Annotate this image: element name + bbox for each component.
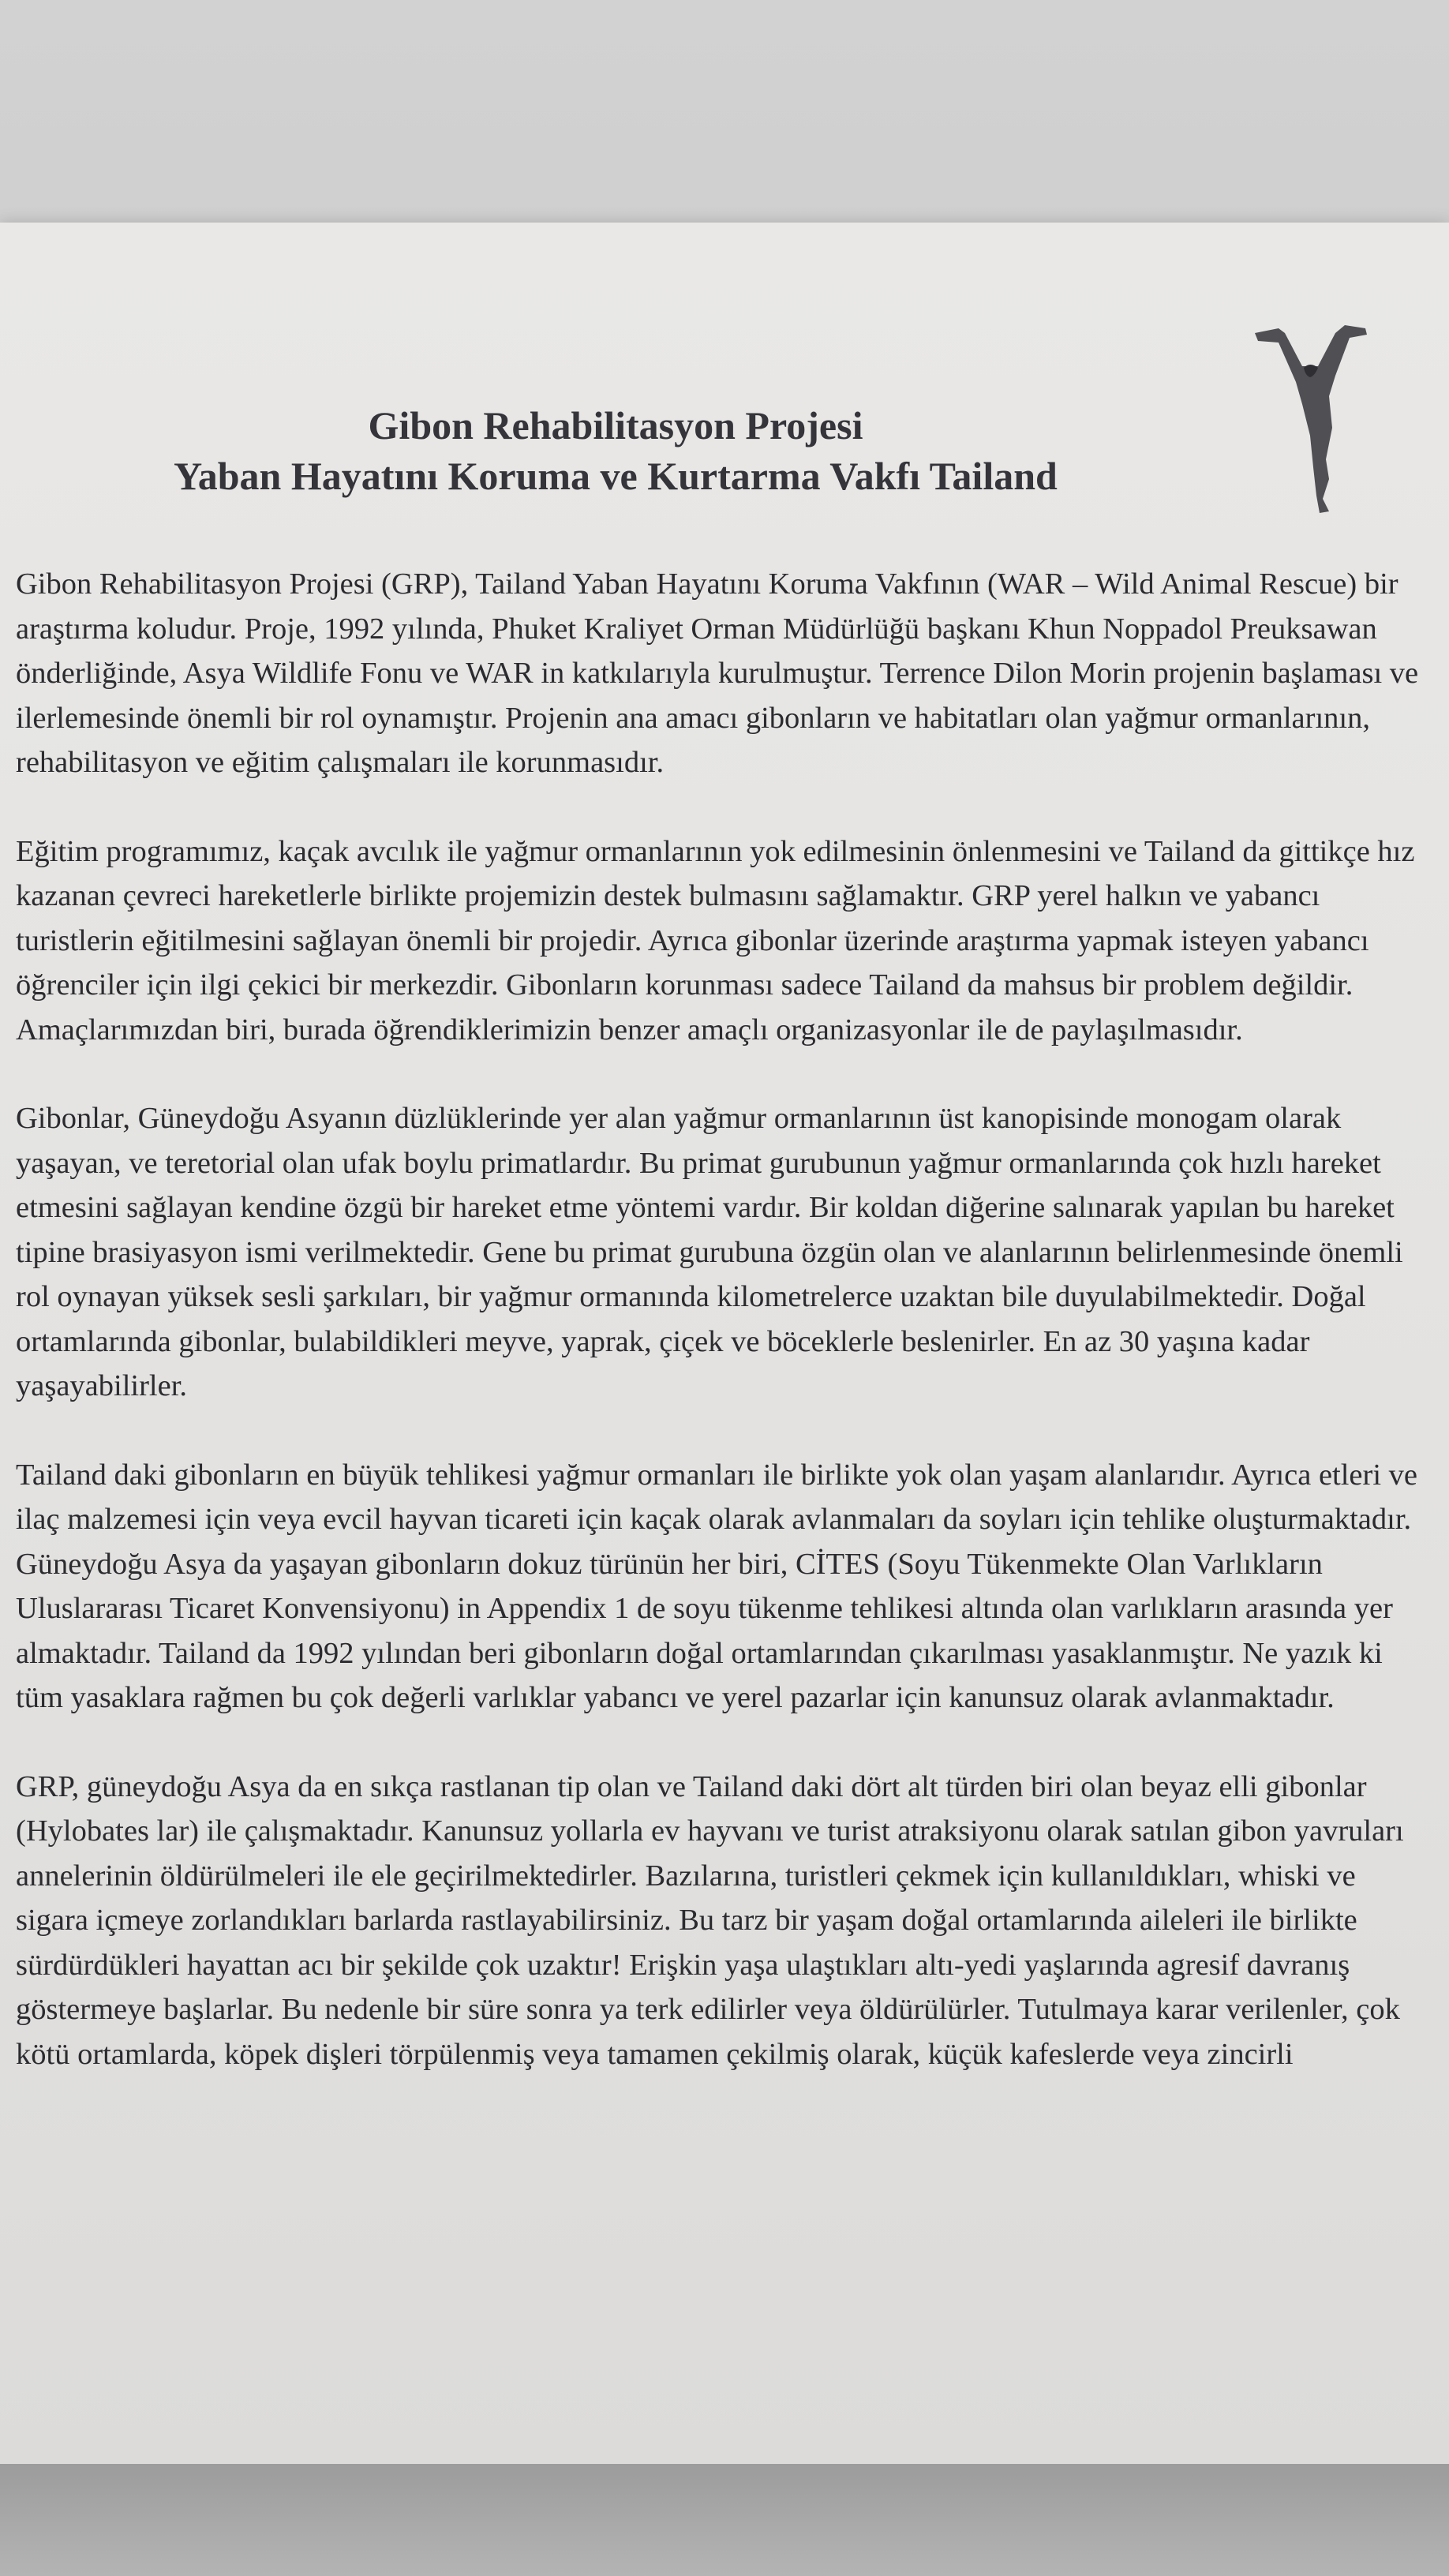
document-page bbox=[0, 223, 1449, 2464]
document-title: Gibon Rehabilitasyon Projesi bbox=[368, 403, 863, 447]
bottom-shadow-edge bbox=[0, 2464, 1449, 2576]
paragraph-gibbons: Gibonlar, Güneydoğu Asyanın düzlüklerinde yer alan yağmur ormanlarının üst kanopisinde monogam olarak yaşayan, ve teretorial olan ufak boylu primatlardır. Bu primat gurubunun yağmur ormanlarında çok hızlı hareket etmesini sağlayan kendine özgü bir hareket etme yöntemi vardır. Bir koldan diğerine salınarak yapılan bu hareket tipine brasiyasyon ismi verilmektedir. Gene bu primat gurubuna özgün olan ve alanlarının belirlenmesinde önemli rol oynayan yüksek sesli şarkıları, bir yağmur ormanında kilometrelerce uzaktan bile duyulabilmektedir. Doğal ortamlarında gibonlar, bulabildikleri meyve, yaprak, çiçek ve böceklerle beslenirler. En az 30 yaşına kadar yaşayabilirler. bbox=[16, 1102, 1403, 1402]
document-header bbox=[0, 400, 1231, 501]
gibbon-hanging-logo-icon bbox=[1247, 309, 1373, 515]
paragraph-threats: Tailand daki gibonların en büyük tehlikesi yağmur ormanları ile birlikte yok olan yaşam alanlarıdır. Ayrıca etleri ve ilaç malzemesi için veya evcil hayvan ticareti için kaçak olarak avlanmaları da soyları için tehlike oluşturmaktadır. Güneydoğu Asya da yaşayan gibonların dokuz türünün her biri, CİTES (Soyu Tükenmekte Olan Varlıkların Uluslararası Ticaret Konvensiyonu) in Appendix 1 de soyu tükenme tehlikesi altında olan varlıkların arasında yer almaktadır. Tailand da 1992 yılından beri gibonların doğal ortamlarından çıkarılması yasaklanmıştır. Ne yazık ki tüm yasaklara rağmen bu çok değerli varlıklar yabancı ve yerel pazarlar için kanunsuz olarak avlanmaktadır. bbox=[16, 1458, 1418, 1714]
paragraph-intro: Gibon Rehabilitasyon Projesi (GRP), Tailand Yaban Hayatını Koruma Vakfının (WAR – Wild Animal Rescue) bir araştırma koludur. Proje, 1992 yılında, Phuket Kraliyet Orman Müdürlüğü başkanı Khun Noppadol Preuksawan önderliğinde, Asya Wildlife Fonu ve WAR in katkılarıyla kurulmuştur. Terrence Dilon Morin projenin başlaması ve ilerlemesinde önemli bir rol oynamıştır. Projenin ana amacı gibonların ve habitatları olan yağmur ormanlarının, rehabilitasyon ve eğitim çalışmaları ile korunmasıdır. bbox=[16, 567, 1419, 779]
document-subtitle: Yaban Hayatını Koruma ve Kurtarma Vakfı Tailand bbox=[174, 454, 1058, 498]
paragraph-grp-work: GRP, güneydoğu Asya da en sıkça rastlanan tip olan ve Tailand daki dört alt türden biri olan beyaz elli gibonlar (Hylobates lar) ile çalışmaktadır. Kanunsuz yollarla ev hayvanı ve turist atraksiyonu olarak satılan gibon yavruları annelerinin öldürülmeleri ile ele geçirilmektedirler. Bazılarına, turistleri çekmek için kullanıldıkları, whiski ve sigara içmeye zorlandıkları barlarda rastlayabilirsiniz. Bu tarz bir yaşam doğal ortamlarında aileleri ile birlikte sürdürdükleri hayattan acı bir şekilde çok uzaktır! Erişkin yaşa ulaştıkları altı-yedi yaşlarında agresif davranış göstermeye başlarlar. Bu nedenle bir süre sonra ya terk edilirler veya öldürülürler. Tutulmaya karar verilenler, çok kötü ortamlarda, köpek dişleri törpülenmiş veya tamamen çekilmiş olarak, küçük kafeslerde veya zincirli bbox=[16, 1769, 1404, 2071]
document-body bbox=[16, 562, 1428, 2121]
paragraph-education: Eğitim programımız, kaçak avcılık ile yağmur ormanlarının yok edilmesinin önlenmesini ve Tailand da gittikçe hız kazanan çevreci hareketlerle birlikte projemizin destek bulmasını sağlamaktır. GRP yerel halkın ve yabancı turistlerin eğitilmesini sağlayan önemli bir projedir. Ayrıca gibonlar üzerinde araştırma yapmak isteyen yabancı öğrenciler için ilgi çekici bir merkezdir. Gibonların korunması sadece Tailand da mahsus bir problem değildir. Amaçlarımızdan biri, burada öğrendiklerimizin benzer amaçlı organizasyonlar ile de paylaşılmasıdır. bbox=[16, 834, 1415, 1046]
